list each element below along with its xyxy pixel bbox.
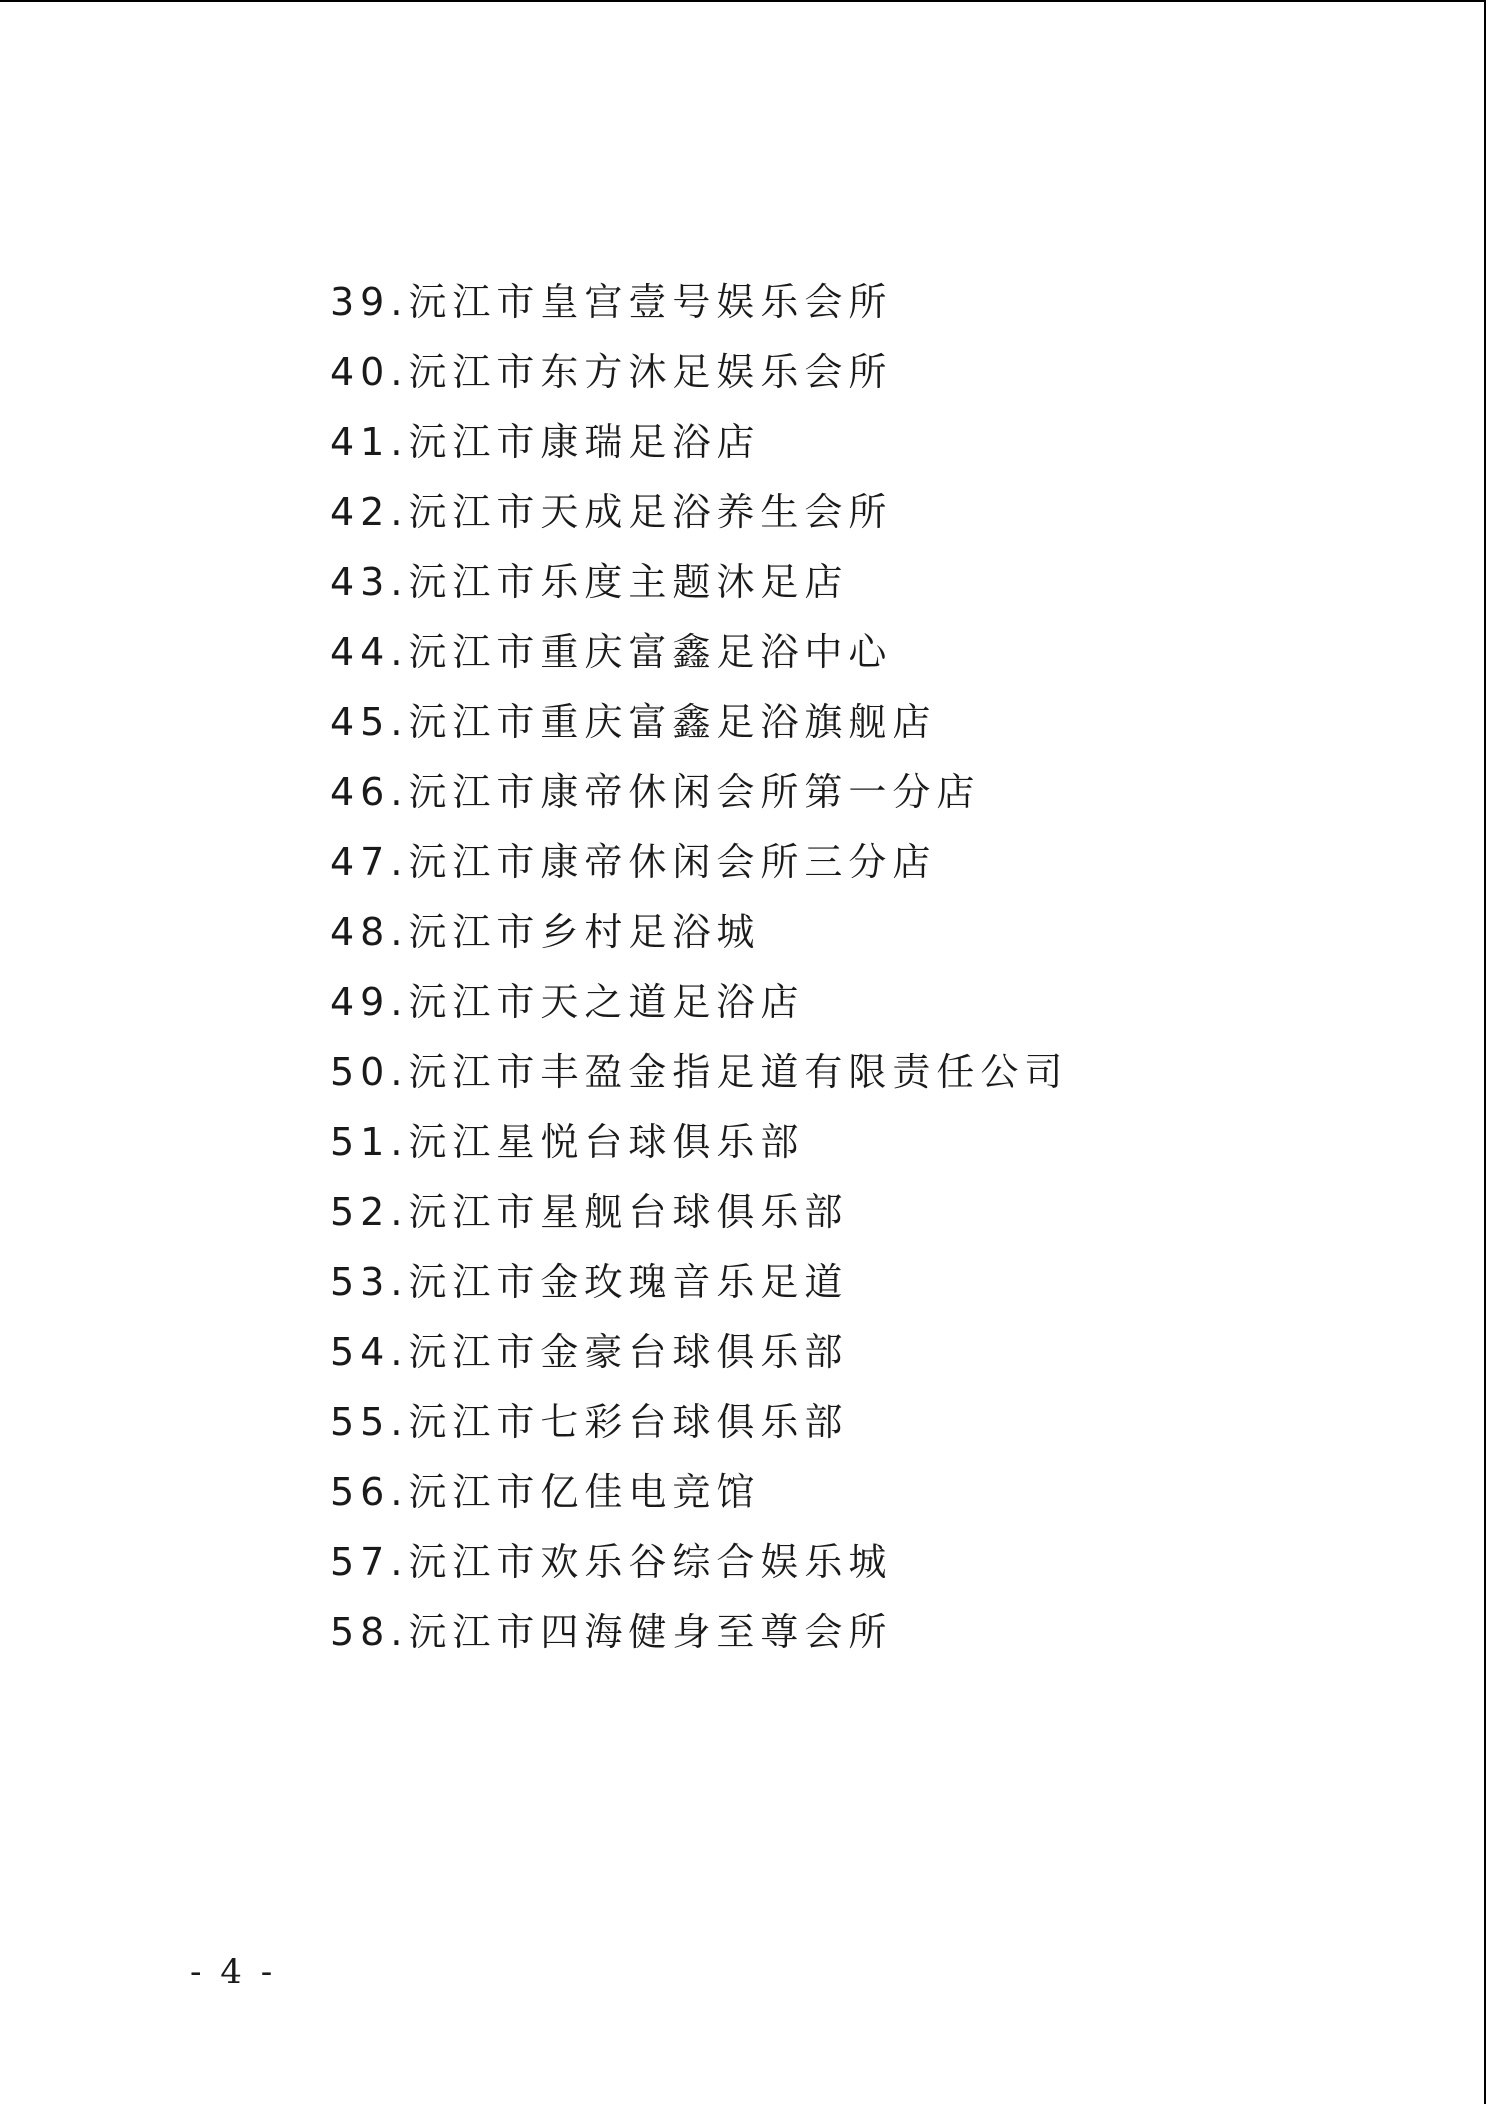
list-item: 44.沅江市重庆富鑫足浴中心 bbox=[330, 630, 893, 674]
list-item: 52.沅江市星舰台球俱乐部 bbox=[330, 1190, 849, 1234]
list-item: 58.沅江市四海健身至尊会所 bbox=[330, 1610, 893, 1654]
list-item: 43.沅江市乐度主题沐足店 bbox=[330, 560, 849, 604]
list-item: 47.沅江市康帝休闲会所三分店 bbox=[330, 840, 937, 884]
list-item: 46.沅江市康帝休闲会所第一分店 bbox=[330, 770, 981, 814]
list-item: 40.沅江市东方沐足娱乐会所 bbox=[330, 350, 893, 394]
list-item: 45.沅江市重庆富鑫足浴旗舰店 bbox=[330, 700, 937, 744]
page-number: - 4 - bbox=[190, 1952, 277, 1992]
list-item: 57.沅江市欢乐谷综合娱乐城 bbox=[330, 1540, 893, 1584]
venue-list bbox=[330, 276, 1068, 1676]
list-item: 54.沅江市金豪台球俱乐部 bbox=[330, 1330, 849, 1374]
list-item: 42.沅江市天成足浴养生会所 bbox=[330, 490, 893, 534]
list-item: 55.沅江市七彩台球俱乐部 bbox=[330, 1400, 849, 1444]
list-item: 41.沅江市康瑞足浴店 bbox=[330, 420, 761, 464]
list-item: 49.沅江市天之道足浴店 bbox=[330, 980, 805, 1024]
list-item: 48.沅江市乡村足浴城 bbox=[330, 910, 761, 954]
list-item: 39.沅江市皇宫壹号娱乐会所 bbox=[330, 280, 893, 324]
list-item: 56.沅江市亿佳电竞馆 bbox=[330, 1470, 761, 1514]
list-item: 53.沅江市金玫瑰音乐足道 bbox=[330, 1260, 849, 1304]
list-item: 51.沅江星悦台球俱乐部 bbox=[330, 1120, 805, 1164]
list-item: 50.沅江市丰盈金指足道有限责任公司 bbox=[330, 1050, 1069, 1094]
